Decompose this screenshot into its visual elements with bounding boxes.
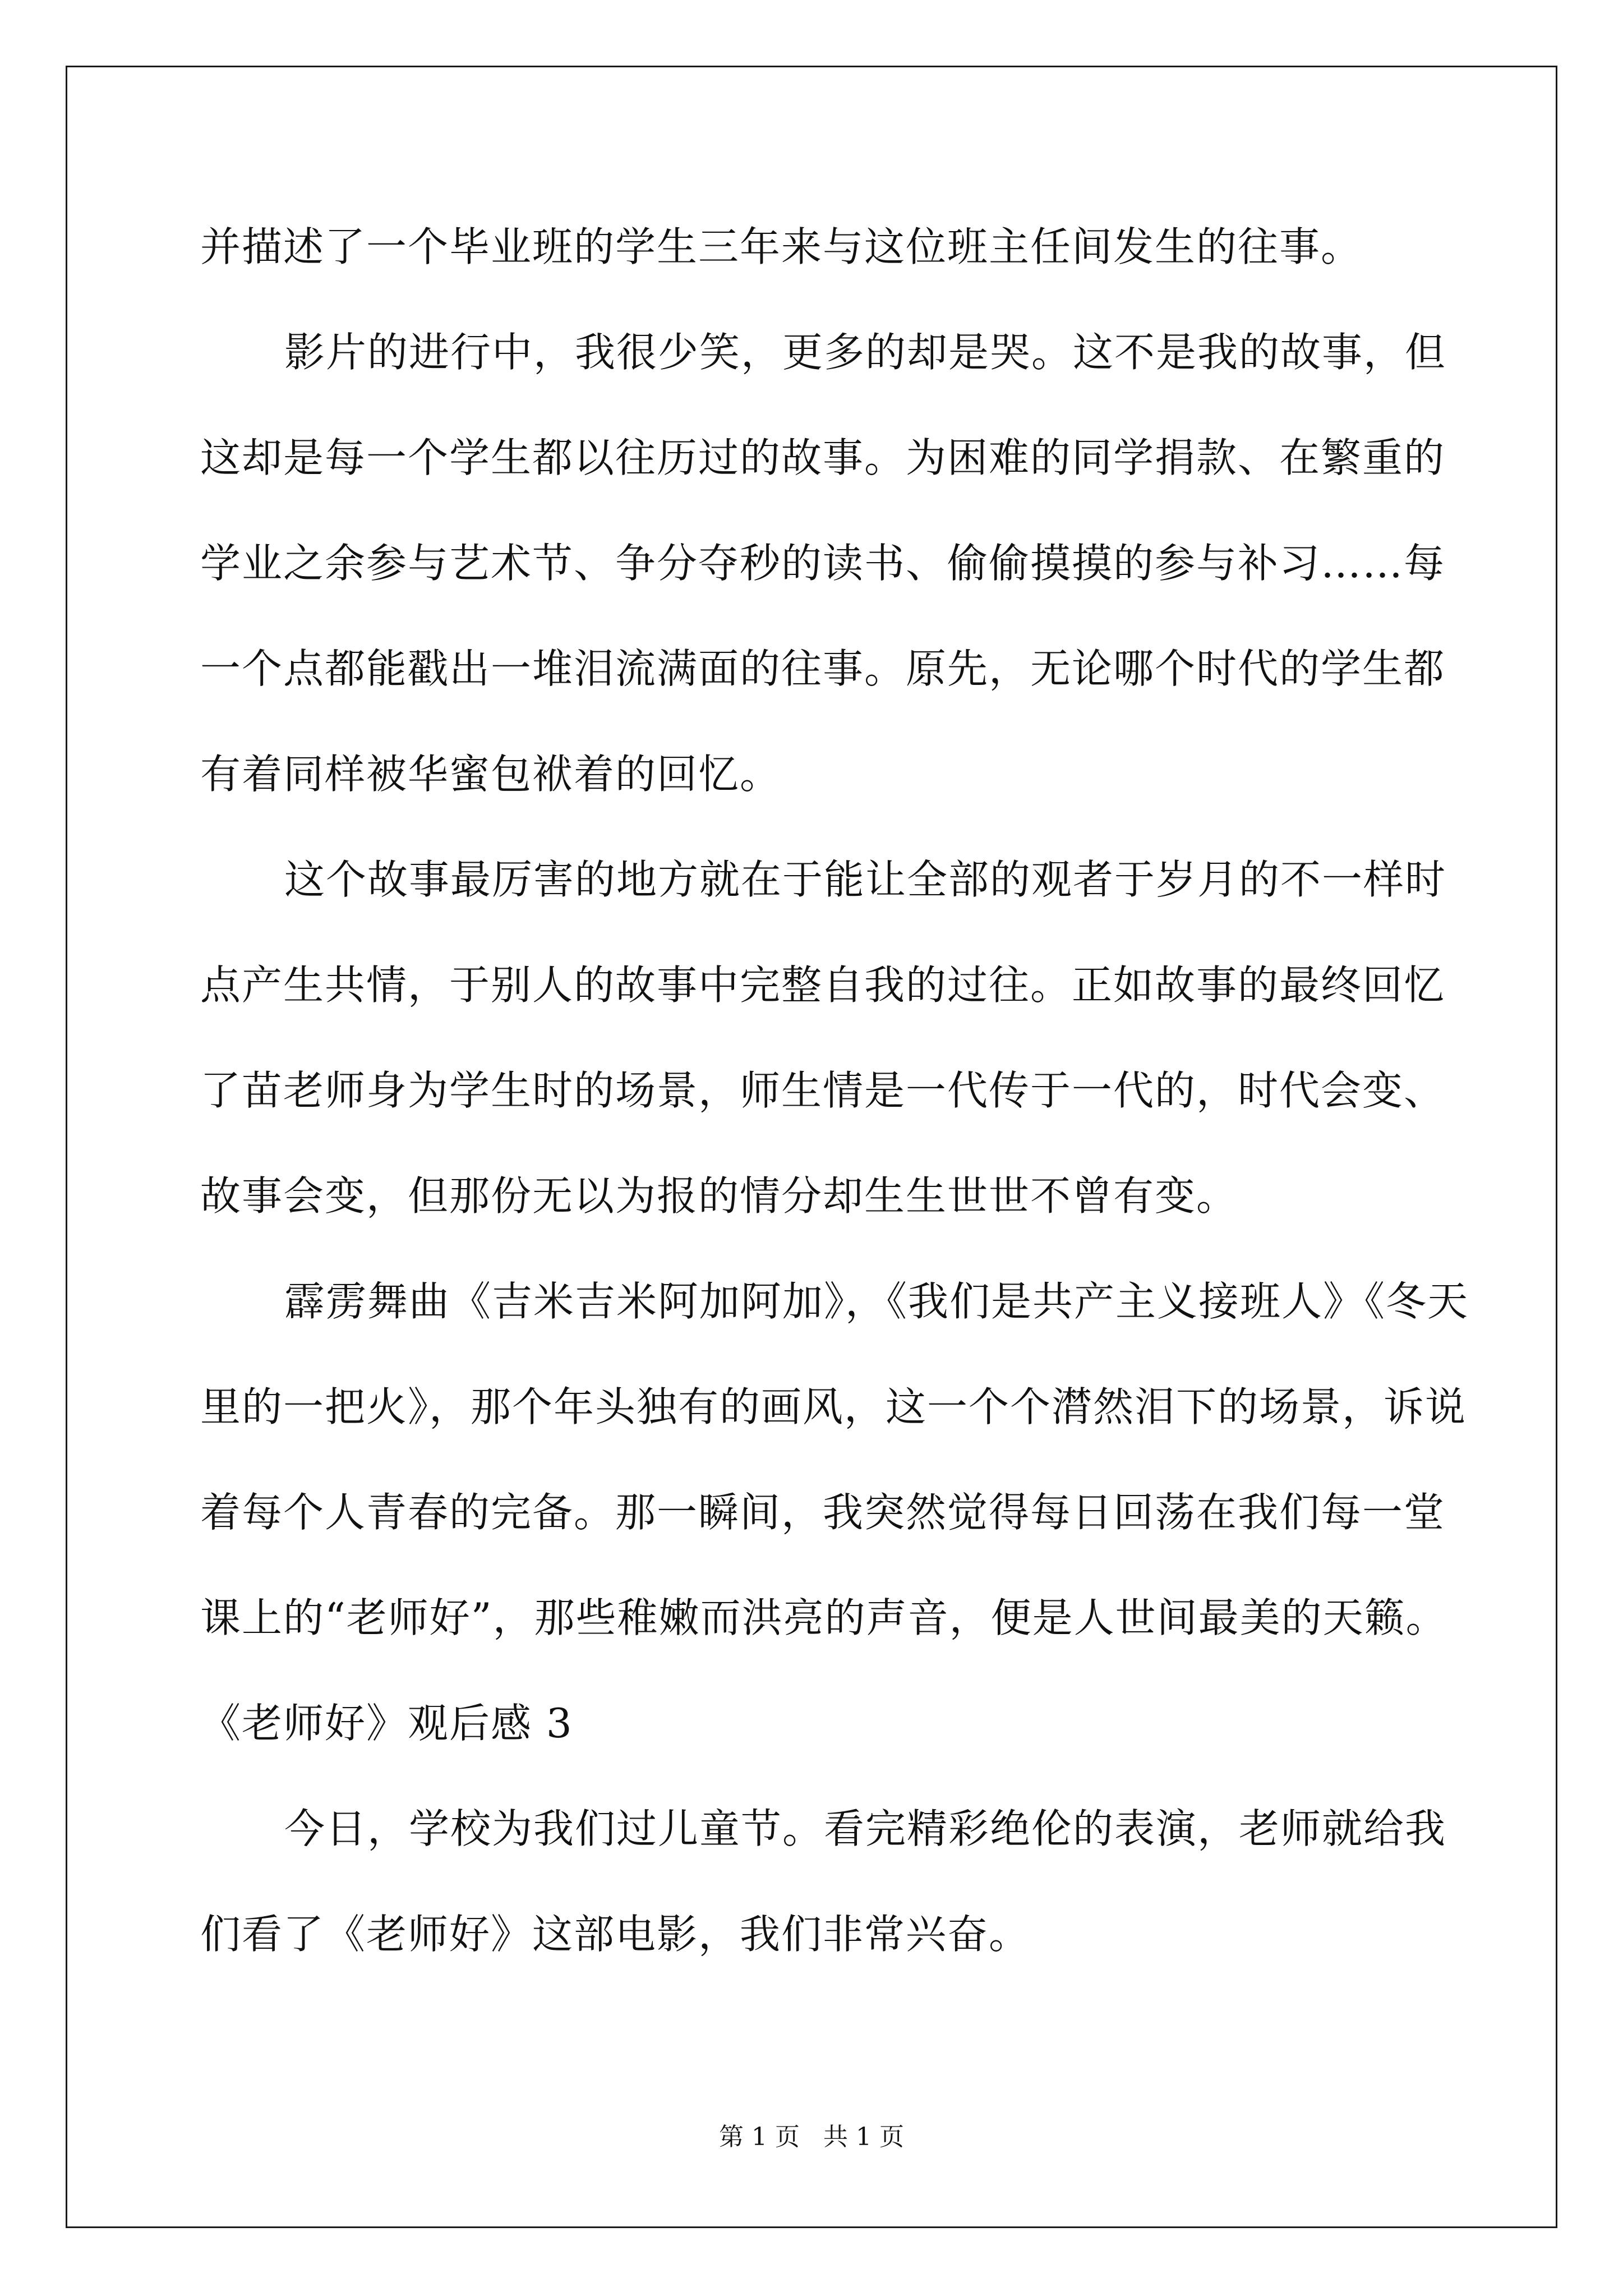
text-line: 一个点都能戳出一堆泪流满面的往事。原先，无论哪个时代的学生都	[200, 645, 1446, 692]
text-line: 这却是每一个学生都以往历过的故事。为困难的同学捐款、在繁重的	[200, 434, 1446, 481]
text-line: 们看了《老师好》这部电影，我们非常兴奋。	[200, 1911, 1031, 1958]
text-line: 故事会变，但那份无以为报的情分却生生世世不曾有变。	[200, 1172, 1238, 1220]
paragraph-line: 这个故事最厉害的地方就在于能让全部的观者于岁月的不一样时	[284, 856, 1447, 903]
text-line: 里的一把火》，那个年头独有的画风，这一个个潸然泪下的场景，诉说	[200, 1383, 1467, 1430]
page-number-footer: 第 1 页 共 1 页	[719, 2123, 904, 2151]
text-line: 并描述了一个毕业班的学生三年来与这位班主任间发生的往事。	[200, 223, 1363, 270]
text-line: 了苗老师身为学生时的场景，师生情是一代传于一代的，时代会变、	[200, 1067, 1446, 1114]
paragraph-line: 影片的进行中，我很少笑，更多的却是哭。这不是我的故事，但	[284, 329, 1447, 376]
paragraph-line: 霹雳舞曲《吉米吉米阿加阿加》，《我们是共产主义接班人》《冬天	[284, 1278, 1469, 1325]
text-line: 有着同样被华蜜包袱着的回忆。	[200, 751, 782, 798]
text-line: 课上的“老师好”，那些稚嫩而洪亮的声音，便是人世间最美的天籁。	[200, 1594, 1447, 1641]
text-line: 学业之余参与艺术节、争分夺秒的读书、偷偷摸摸的参与补习……每	[200, 540, 1446, 587]
paragraph-line: 今日，学校为我们过儿童节。看完精彩绝伦的表演，老师就给我	[284, 1805, 1447, 1852]
section-heading: 《老师好》观后感 3	[200, 1700, 573, 1747]
text-line: 着每个人青春的完备。那一瞬间，我突然觉得每日回荡在我们每一堂	[200, 1489, 1446, 1536]
text-line: 点产生共情，于别人的故事中完整自我的过往。正如故事的最终回忆	[200, 961, 1446, 1009]
